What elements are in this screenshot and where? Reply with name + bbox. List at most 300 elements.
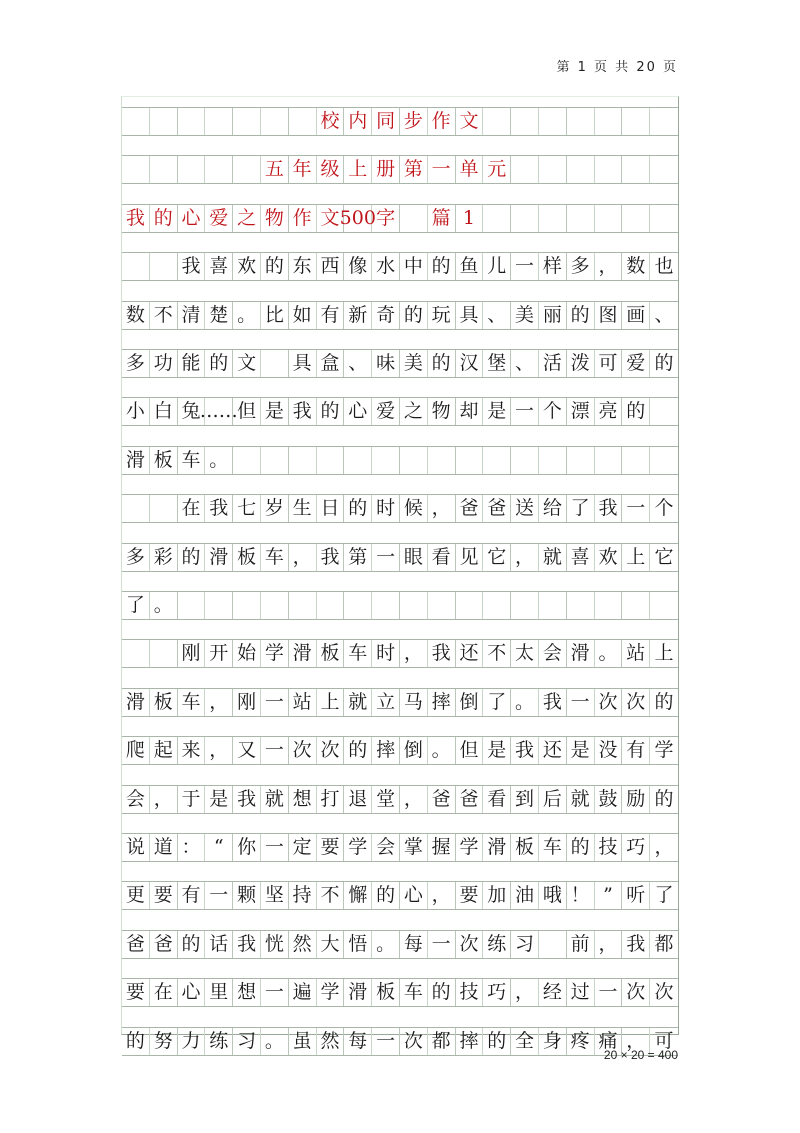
- grid-cell: 滑: [122, 447, 150, 474]
- grid-cell: 车: [261, 544, 289, 571]
- grid-cell: 清: [178, 302, 206, 329]
- grid-cell: [372, 592, 400, 619]
- grid-cell: 一: [372, 544, 400, 571]
- grid-cell: ：: [178, 834, 206, 861]
- grid-cell: 每: [344, 1028, 372, 1055]
- grid-cell: 上: [344, 156, 372, 183]
- grid-cell: 彩: [150, 544, 178, 571]
- grid-cell: [567, 156, 595, 183]
- grid-cell: 不: [317, 882, 345, 909]
- grid-cell: 小: [122, 398, 150, 425]
- grid-cell: [122, 108, 150, 135]
- text-row: [122, 252, 678, 281]
- grid-cell: 爱: [205, 205, 233, 232]
- grid-cell: ，: [205, 689, 233, 716]
- grid-cell: [456, 592, 484, 619]
- grid-cell: 但: [456, 737, 484, 764]
- grid-cell: 的: [428, 350, 456, 377]
- grid-cell: 的: [344, 737, 372, 764]
- grid-cell: 、: [483, 302, 511, 329]
- grid-cell: 次: [654, 981, 674, 1004]
- grid-cell: 亮: [595, 398, 623, 425]
- grid-cell: 爸: [456, 786, 484, 813]
- grid-cell: [539, 156, 567, 183]
- grid-cell: [483, 447, 511, 474]
- grid-cell: 习: [511, 931, 539, 958]
- grid-cell: 物: [261, 205, 289, 232]
- grid-cell: 励: [622, 786, 650, 813]
- grid-cell: ，: [654, 836, 674, 858]
- grid-cell: 滑: [344, 979, 372, 1006]
- grid-cell: 站: [622, 640, 650, 667]
- text-row: [122, 688, 678, 717]
- grid-cell: 学: [654, 739, 674, 762]
- grid-cell: 到: [511, 786, 539, 813]
- grid-cell: 比: [261, 302, 289, 329]
- grid-cell: ，: [511, 979, 539, 1006]
- grid-cell: 个: [539, 398, 567, 425]
- grid-cell: 图: [595, 302, 623, 329]
- grid-cell: 我: [178, 253, 206, 280]
- grid-cell: 我: [428, 640, 456, 667]
- grid-cell: 会: [372, 834, 400, 861]
- text-row: [122, 978, 678, 1007]
- grid-cell: 爸: [122, 931, 150, 958]
- grid-cell: 悟: [344, 931, 372, 958]
- grid-cell: 始: [233, 640, 261, 667]
- grid-cell: 就: [261, 786, 289, 813]
- grid-cell: 是: [483, 737, 511, 764]
- grid-cell: 要: [456, 882, 484, 909]
- text-row: [122, 930, 678, 959]
- grid-cell: 给: [539, 495, 567, 522]
- text-row: [122, 833, 678, 862]
- grid-cell: 个: [654, 497, 674, 520]
- grid-cell: 有: [317, 302, 345, 329]
- grid-cell: [344, 447, 372, 474]
- grid-cell: 力: [178, 1028, 206, 1055]
- grid-cell: 爸: [483, 495, 511, 522]
- grid-cell: [567, 447, 595, 474]
- grid-cell: [511, 108, 539, 135]
- grid-cell: 东: [289, 253, 317, 280]
- grid-cell: 每: [400, 931, 428, 958]
- grid-cell: [400, 205, 428, 232]
- grid-cell: [483, 592, 511, 619]
- grid-cell: 。: [595, 640, 623, 667]
- grid-cell: 要: [150, 882, 178, 909]
- grid-cell: 看: [428, 544, 456, 571]
- grid-cell: 的: [428, 979, 456, 1006]
- grid-cell: 就: [567, 786, 595, 813]
- grid-cell: 的: [372, 882, 400, 909]
- grid-cell: 画: [622, 302, 650, 329]
- grid-cell: 一: [261, 689, 289, 716]
- grid-cell: 技: [456, 979, 484, 1006]
- grid-cell: 要: [122, 979, 150, 1006]
- grid-cell: 颗: [233, 882, 261, 909]
- grid-cell: 哦: [539, 882, 567, 909]
- grid-cell: [539, 592, 567, 619]
- grid-cell: 开: [205, 640, 233, 667]
- grid-cell: [400, 592, 428, 619]
- grid-cell: 的: [150, 205, 178, 232]
- grid-cell: [595, 156, 623, 183]
- grid-cell: 学: [456, 834, 484, 861]
- grid-cell: 然: [317, 1028, 345, 1055]
- grid-cell: 心: [178, 979, 206, 1006]
- grid-cell: ，: [428, 882, 456, 909]
- grid-cell: ，: [289, 544, 317, 571]
- grid-cell: 鼓: [595, 786, 623, 813]
- grid-cell: 巧: [622, 834, 650, 861]
- grid-cell: 的: [654, 787, 674, 810]
- grid-cell: 刚: [178, 640, 206, 667]
- grid-cell: 年: [289, 156, 317, 183]
- grid-cell: [261, 108, 289, 135]
- grid-cell: [205, 108, 233, 135]
- grid-cell: [400, 447, 428, 474]
- grid-cell: 倒: [456, 689, 484, 716]
- grid-cell: 练: [205, 1028, 233, 1055]
- grid-cell: 滑: [205, 544, 233, 571]
- grid-cell: 太: [511, 640, 539, 667]
- grid-cell: “: [205, 834, 233, 861]
- grid-cell: 之: [400, 398, 428, 425]
- grid-cell: 篇: [428, 205, 456, 232]
- grid-cell: 汉: [456, 350, 484, 377]
- grid-cell: [372, 447, 400, 474]
- grid-cell: 具: [289, 350, 317, 377]
- grid-cell: 500: [344, 205, 372, 232]
- grid-cell: 盒: [317, 350, 345, 377]
- title-row: [122, 204, 678, 233]
- grid-cell: 是: [567, 737, 595, 764]
- grid-cell: 玩: [428, 302, 456, 329]
- grid-cell: 日: [317, 495, 345, 522]
- grid-cell: [483, 205, 511, 232]
- grid-cell: [150, 156, 178, 183]
- grid-cell: 我: [205, 495, 233, 522]
- grid-cell: 车: [539, 834, 567, 861]
- grid-cell: 掌: [400, 834, 428, 861]
- grid-cell: 油: [511, 882, 539, 909]
- grid-cell: 是: [205, 786, 233, 813]
- grid-cell: 一: [261, 737, 289, 764]
- grid-cell: 学: [344, 834, 372, 861]
- grid-cell: 活: [539, 350, 567, 377]
- grid-cell: 过: [567, 979, 595, 1006]
- text-row: [122, 736, 678, 765]
- text-row: [122, 1027, 678, 1056]
- grid-cell: 白: [150, 398, 178, 425]
- text-row: [122, 639, 678, 668]
- grid-cell: [650, 592, 678, 619]
- grid-cell: 像: [344, 253, 372, 280]
- grid-cell: 道: [150, 834, 178, 861]
- grid-cell: 次: [622, 979, 650, 1006]
- grid-cell: 中: [400, 253, 428, 280]
- grid-cell: [456, 447, 484, 474]
- grid-cell: 的: [654, 352, 674, 374]
- grid-cell: 之: [233, 205, 261, 232]
- grid-cell: [539, 108, 567, 135]
- grid-cell: 岁: [261, 495, 289, 522]
- grid-cell: 候: [400, 495, 428, 522]
- grid-cell: ，: [595, 253, 623, 280]
- grid-cell: 爱: [622, 350, 650, 377]
- text-row: [122, 349, 678, 378]
- grid-cell: 车: [178, 447, 206, 474]
- grid-cell: 新: [344, 302, 372, 329]
- grid-cell: 。: [233, 302, 261, 329]
- grid-cell: 滑: [289, 640, 317, 667]
- grid-cell: ！: [567, 882, 595, 909]
- grid-cell: 巧: [483, 979, 511, 1006]
- grid-cell: 马: [400, 689, 428, 716]
- grid-cell: 泼: [567, 350, 595, 377]
- grid-cell: 学: [317, 979, 345, 1006]
- grid-cell: 功: [150, 350, 178, 377]
- grid-cell: 板: [150, 689, 178, 716]
- grid-cell: 滑: [122, 689, 150, 716]
- grid-cell: 握: [428, 834, 456, 861]
- title-row: [122, 107, 678, 136]
- grid-cell: 见: [456, 544, 484, 571]
- grid-cell: 爸: [150, 931, 178, 958]
- grid-cell: [205, 592, 233, 619]
- grid-cell: 级: [317, 156, 345, 183]
- grid-cell: 就: [539, 544, 567, 571]
- grid-cell: 会: [539, 640, 567, 667]
- grid-cell: 不: [483, 640, 511, 667]
- grid-cell: 。: [150, 592, 178, 619]
- grid-cell: [205, 156, 233, 183]
- grid-cell: 、: [511, 350, 539, 377]
- text-row: [122, 881, 678, 910]
- grid-cell: 可: [654, 1029, 674, 1052]
- grid-cell: 、: [654, 303, 674, 326]
- grid-cell: 可: [595, 350, 623, 377]
- grid-cell: [511, 592, 539, 619]
- grid-cell: 立: [372, 689, 400, 716]
- grid-cell: 爸: [456, 495, 484, 522]
- grid-cell: 能: [178, 350, 206, 377]
- grid-cell: 爬: [122, 737, 150, 764]
- grid-cell: 多: [567, 253, 595, 280]
- grid-cell: 作: [289, 205, 317, 232]
- grid-cell: 丽: [539, 302, 567, 329]
- grid-cell: 文: [317, 205, 345, 232]
- grid-cell: 不: [150, 302, 178, 329]
- grid-cell: [344, 592, 372, 619]
- grid-cell: 了: [567, 495, 595, 522]
- grid-cell: 了: [654, 884, 674, 907]
- grid-cell: ，: [400, 786, 428, 813]
- grid-cell: 倒: [400, 737, 428, 764]
- grid-cell: 后: [539, 786, 567, 813]
- grid-cell: [233, 108, 261, 135]
- grid-cell: 西: [317, 253, 345, 280]
- grid-cell: 想: [289, 786, 317, 813]
- grid-cell: 我: [622, 931, 650, 958]
- grid-cell: 听: [622, 882, 650, 909]
- grid-cell: 来: [178, 737, 206, 764]
- grid-cell: 于: [178, 786, 206, 813]
- grid-cell: 全: [511, 1028, 539, 1055]
- grid-cell: [122, 495, 150, 522]
- grid-cell: 。: [261, 1028, 289, 1055]
- grid-cell: 板: [372, 979, 400, 1006]
- grid-cell: 摔: [372, 737, 400, 764]
- grid-cell: ，: [622, 1028, 650, 1055]
- grid-cell: 习: [233, 1028, 261, 1055]
- grid-cell: [428, 447, 456, 474]
- grid-cell: 练: [483, 931, 511, 958]
- grid-cell: [511, 205, 539, 232]
- grid-cell: 滑: [483, 834, 511, 861]
- grid-cell: 时: [372, 640, 400, 667]
- grid-cell: [595, 108, 623, 135]
- grid-cell: [233, 447, 261, 474]
- grid-cell: 看: [483, 786, 511, 813]
- grid-cell: 打: [317, 786, 345, 813]
- grid-cell: [483, 108, 511, 135]
- grid-cell: [317, 447, 345, 474]
- grid-cell: 我: [539, 689, 567, 716]
- grid-cell: 次: [400, 1028, 428, 1055]
- grid-cell: [595, 592, 623, 619]
- text-row: [122, 785, 678, 814]
- grid-cell: 欢: [233, 253, 261, 280]
- text-row: [122, 446, 678, 475]
- grid-cell: [567, 108, 595, 135]
- grid-cell: [261, 592, 289, 619]
- grid-cell: 了: [122, 592, 150, 619]
- grid-cell: 五: [261, 156, 289, 183]
- grid-cell: 次: [456, 931, 484, 958]
- grid-cell: 美: [400, 350, 428, 377]
- grid-cell: 一: [261, 979, 289, 1006]
- grid-cell: 都: [428, 1028, 456, 1055]
- grid-cell: 水: [372, 253, 400, 280]
- grid-cell: 痛: [595, 1028, 623, 1055]
- grid-cell: 数: [122, 302, 150, 329]
- grid-cell: 步: [400, 108, 428, 135]
- grid-cell: 更: [122, 882, 150, 909]
- text-row: [122, 591, 678, 620]
- grid-cell: 起: [150, 737, 178, 764]
- grid-cell: [261, 350, 289, 377]
- grid-cell: [567, 205, 595, 232]
- grid-cell: 一: [205, 882, 233, 909]
- grid-cell: [539, 205, 567, 232]
- grid-cell: 奇: [372, 302, 400, 329]
- grid-cell: 如: [289, 302, 317, 329]
- grid-cell: 我: [511, 737, 539, 764]
- grid-cell: 喜: [567, 544, 595, 571]
- grid-cell: [622, 447, 650, 474]
- grid-cell: 字: [372, 205, 400, 232]
- grid-cell: 车: [344, 640, 372, 667]
- grid-cell: 的: [122, 1028, 150, 1055]
- grid-cell: 一: [567, 689, 595, 716]
- grid-cell: 样: [539, 253, 567, 280]
- grid-cell: 板: [150, 447, 178, 474]
- grid-cell: 具: [456, 302, 484, 329]
- grid-cell: 有: [178, 882, 206, 909]
- grid-cell: 物: [428, 398, 456, 425]
- grid-cell: 还: [539, 737, 567, 764]
- grid-cell: 摔: [428, 689, 456, 716]
- grid-cell: 有: [622, 737, 650, 764]
- grid-cell: ”: [595, 882, 623, 909]
- grid-cell: 七: [233, 495, 261, 522]
- grid-cell: 都: [654, 932, 674, 955]
- grid-cell: 了: [483, 689, 511, 716]
- grid-cell: 学: [261, 640, 289, 667]
- grid-cell: 我: [122, 205, 150, 232]
- grid-cell: 一: [511, 253, 539, 280]
- grid-cell: 要: [317, 834, 345, 861]
- grid-cell: 车: [400, 979, 428, 1006]
- grid-cell: 持: [289, 882, 317, 909]
- grid-cell: [289, 447, 317, 474]
- grid-cell: [650, 398, 678, 425]
- grid-cell: 单: [456, 156, 484, 183]
- grid-cell: 车: [178, 689, 206, 716]
- grid-cell: 也: [654, 255, 674, 278]
- grid-cell: [622, 592, 650, 619]
- grid-cell: [595, 447, 623, 474]
- grid-cell: 册: [372, 156, 400, 183]
- grid-cell: 我: [233, 786, 261, 813]
- grid-cell: [289, 108, 317, 135]
- grid-cell: 校: [317, 108, 345, 135]
- grid-cell: 的: [400, 302, 428, 329]
- grid-cell: [539, 931, 567, 958]
- grid-cell: [261, 447, 289, 474]
- grid-cell: 心: [178, 205, 206, 232]
- grid-cell: [178, 592, 206, 619]
- grid-cell: [650, 108, 678, 135]
- grid-cell: 的: [205, 350, 233, 377]
- grid-cell: 在: [150, 979, 178, 1006]
- grid-cell: ，: [400, 640, 428, 667]
- grid-cell: 没: [595, 737, 623, 764]
- grid-cell: 的: [654, 690, 674, 713]
- grid-cell: [650, 205, 678, 232]
- grid-cell: 。: [205, 447, 233, 474]
- grid-cell: 我: [317, 544, 345, 571]
- title-row: [122, 155, 678, 184]
- grid-cell: [650, 156, 678, 183]
- grid-cell: [317, 592, 345, 619]
- grid-cell: 说: [122, 834, 150, 861]
- grid-cell: 身: [539, 1028, 567, 1055]
- grid-cell: ，: [205, 737, 233, 764]
- grid-cell: [428, 592, 456, 619]
- grid-cell: 上: [654, 642, 674, 665]
- grid-cell: 的: [567, 834, 595, 861]
- grid-cell: 板: [317, 640, 345, 667]
- grid-cell: 想: [233, 979, 261, 1006]
- grid-cell: 话: [205, 931, 233, 958]
- grid-cell: 的: [428, 253, 456, 280]
- grid-cell: 元: [483, 156, 511, 183]
- grid-cell: 欢: [595, 544, 623, 571]
- grid-cell: 儿: [483, 253, 511, 280]
